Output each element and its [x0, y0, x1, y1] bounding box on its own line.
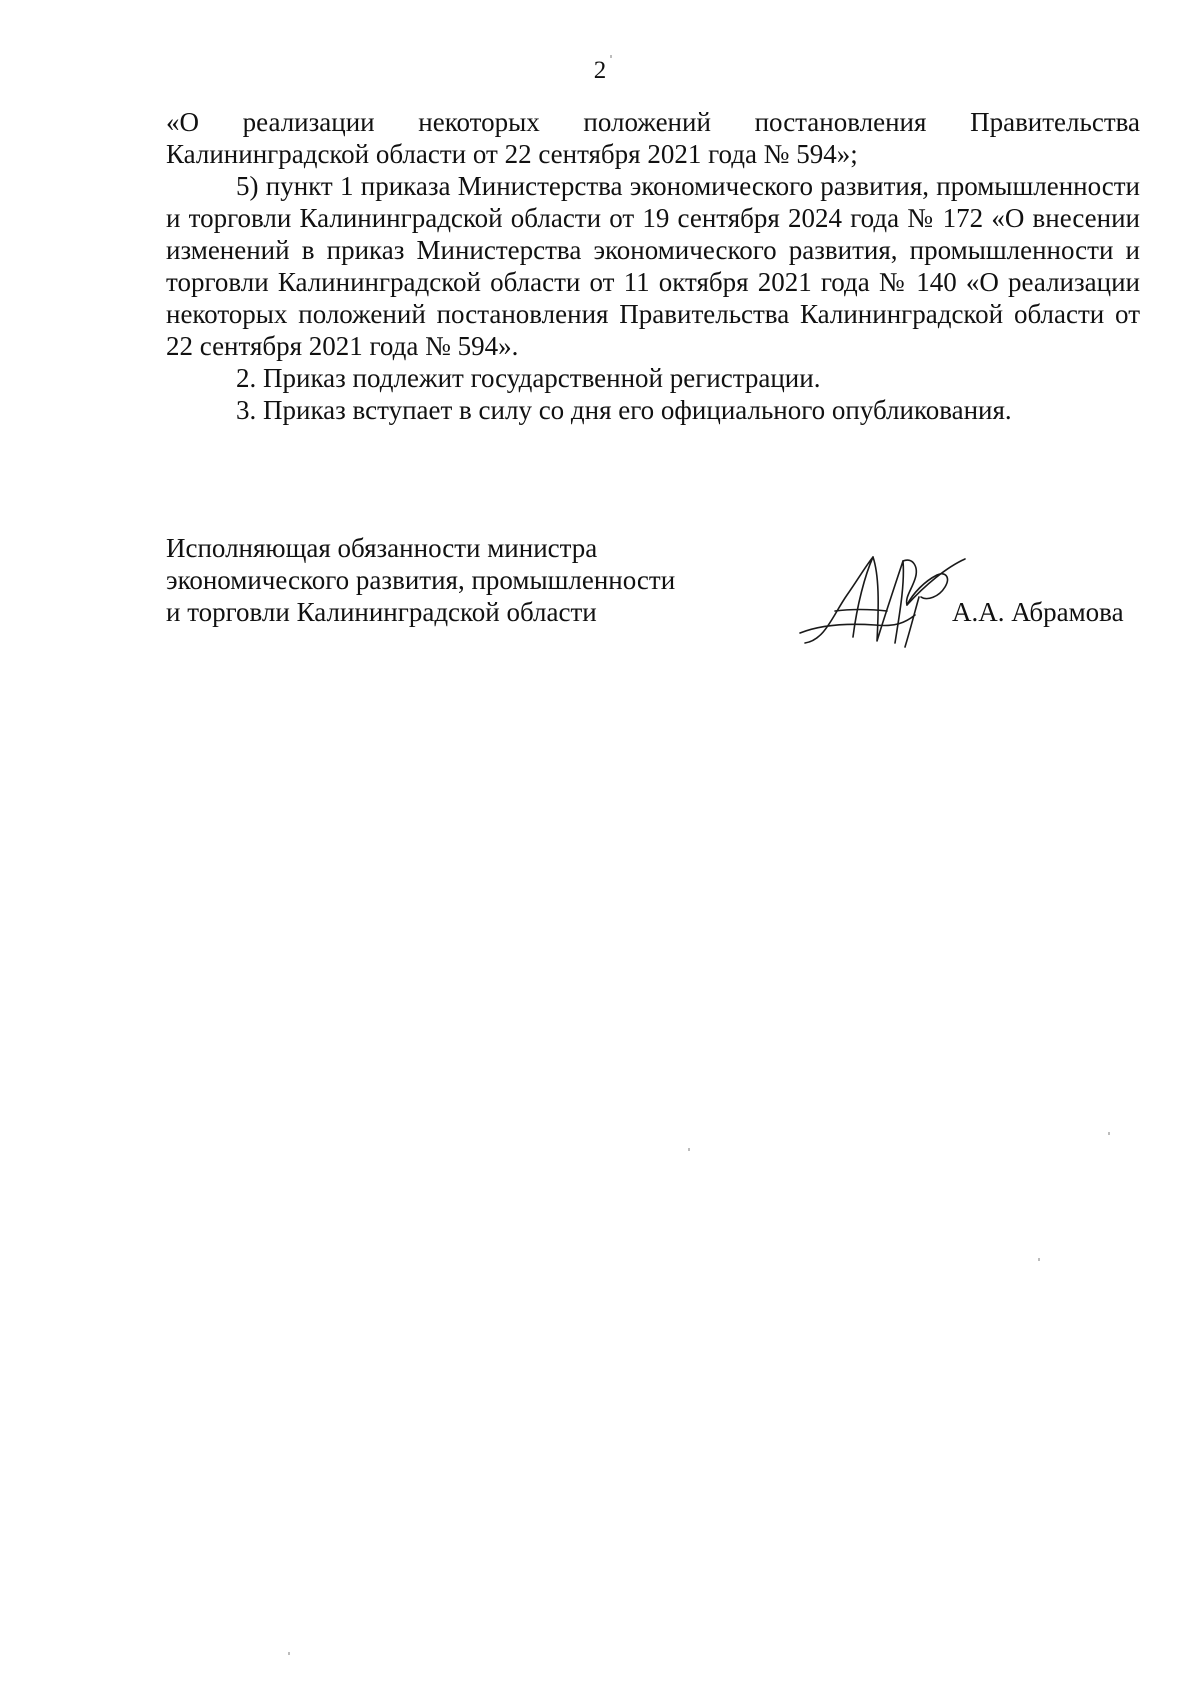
paragraph-registration: 2. Приказ подлежит государственной регистрации. [236, 363, 821, 393]
document-body [166, 106, 1140, 426]
scan-speck [610, 55, 612, 58]
signatory-name: А.А. Абрамова [952, 597, 1124, 627]
position-line: и торговли Калининградской области [166, 597, 597, 627]
scan-speck [1038, 1258, 1040, 1261]
position-line: Исполняющая обязанности министра [166, 533, 598, 563]
scan-speck [688, 1148, 690, 1151]
signatory-position [166, 532, 726, 628]
position-line: экономического развития, промышленности [166, 565, 676, 595]
paragraph-continuation: «О реализации некоторых положений постановления Правительства Калининградской области от 22 сентября 2021 года № 594»; [166, 107, 1140, 169]
scan-speck [288, 1652, 290, 1655]
paragraph-effective-date: 3. Приказ вступает в силу со дня его официального опубликования. [236, 395, 1012, 425]
scan-speck [1108, 1132, 1110, 1135]
handwritten-signature [795, 545, 975, 655]
page-number: 2 [593, 57, 607, 84]
paragraph-item-5: 5) пункт 1 приказа Министерства экономического развития, промышленности и торговли Калининградской области от 19 сентября 2024 года № 172 «О внесении изменений в приказ Министерства экономического развития, промышленности и торговли Калининградской области от 11 октября 2021 года № 140 «О реализации некоторых положений постановления Правительства Калининградской области от 22 сентября 2021 года № 594». [166, 171, 1140, 361]
